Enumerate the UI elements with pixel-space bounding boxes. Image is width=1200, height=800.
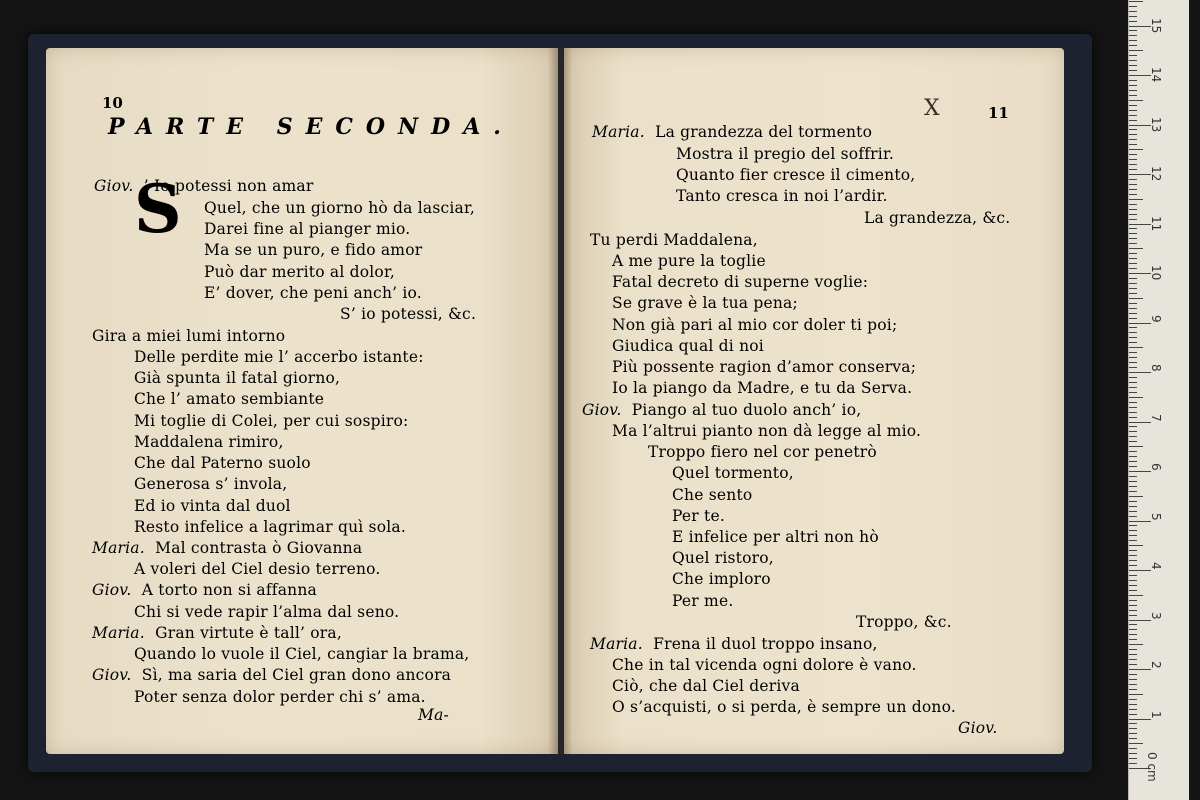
verse-text: Tu perdi Maddalena, [590,231,758,249]
right-text-line [856,612,952,632]
verse-text: Che in tal vicenda ogni dolore è vano. [612,656,917,674]
verse-text: Ciò, che dal Ciel deriva [612,677,800,695]
ruler-tick [1129,204,1137,205]
ruler-tick [1129,407,1137,408]
measuring-ruler [1128,0,1189,800]
left-text-line [134,644,469,664]
verse-text: La grandezza, &c. [864,209,1011,227]
ruler-label: 2 [1149,661,1163,669]
verse-text: Quando lo vuole il Ciel, cangiar la brama, [134,645,470,663]
ruler-tick [1129,590,1137,591]
right-text-line [592,122,872,142]
ruler-label: 1 [1149,710,1163,719]
ruler-tick [1129,402,1137,403]
ruler-tick [1129,16,1137,17]
ruler-tick [1129,169,1137,170]
verse-text: Delle perdite mie l’ accerbo istante: [134,348,424,366]
ruler-tick [1129,501,1137,502]
section-heading: PARTE SECONDA. [108,114,514,140]
ruler-tick [1129,382,1137,383]
verse-text: Mal contrasta ò Giovanna [155,539,363,557]
ruler-tick [1129,263,1137,264]
ruler-tick [1129,6,1137,7]
ruler-tick [1129,50,1143,51]
verse-text: Più possente ragion d’amor conserva; [612,358,917,376]
ruler-tick [1129,441,1137,442]
ruler-tick [1129,125,1151,126]
right-text-line [648,442,877,462]
ruler-tick [1129,228,1137,229]
right-text-line [672,591,733,611]
left-text-line [92,665,451,685]
left-text-line [134,432,284,452]
ruler-tick [1129,753,1137,754]
ruler-tick [1129,664,1137,665]
right-text-line [864,208,1010,228]
left-text-line [92,538,362,558]
left-text-line [134,474,287,494]
ruler-tick [1129,40,1137,41]
right-text-line [590,634,878,654]
ruler-tick [1129,689,1137,690]
ruler-tick [1129,253,1137,254]
verse-text: Quel tormento, [672,464,794,482]
right-text-line [612,378,912,398]
ruler-tick [1129,491,1137,492]
verse-text: Ma- [418,706,449,724]
speaker-name: Giov. [92,666,132,684]
ruler-tick [1129,233,1137,234]
speaker-name: Giov. [94,177,134,195]
verse-text: Ma se un puro, e fido amor [204,241,423,259]
right-text-line [612,315,897,335]
ruler-tick [1129,426,1137,427]
ruler-tick [1129,224,1151,225]
ruler-tick [1129,199,1143,200]
verse-text: Può dar merito al dolor, [204,263,395,281]
verse-text: A voleri del Ciel desio terreno. [134,560,381,578]
verse-text: Mostra il pregio del soffrir. [676,145,894,163]
right-text-line [612,272,868,292]
ruler-tick [1129,456,1137,457]
right-text-line [612,697,956,717]
verse-text: Che imploro [672,570,771,588]
ruler-label: 4 [1149,562,1163,570]
left-text-line [134,687,426,707]
right-text-line [672,527,879,547]
right-page-number: 11 [988,104,1009,122]
verse-text: E’ dover, che peni anch’ io. [204,284,422,302]
verse-text: Troppo fiero nel cor penetrò [648,443,877,461]
ruler-tick [1129,154,1137,155]
left-text-line [204,219,410,239]
ruler-tick [1129,684,1137,685]
ruler-tick [1129,422,1151,423]
ruler-tick [1129,763,1137,764]
ruler-tick [1129,278,1137,279]
ruler-tick [1129,357,1137,358]
ruler-tick [1129,530,1137,531]
verse-text: Se grave è la tua pena; [612,294,798,312]
verse-text: Fatal decreto di superne voglie: [612,273,869,291]
ruler-tick [1129,451,1137,452]
ruler-tick [1129,694,1143,695]
ruler-label: 13 [1149,116,1163,132]
ruler-label: 8 [1149,364,1163,372]
speaker-name: Maria. [592,123,645,141]
ruler-tick [1129,144,1137,145]
ruler-tick [1129,70,1137,71]
verse-text: Frena il duol troppo insano, [653,635,878,653]
ruler-tick [1129,719,1151,720]
verse-text: Poter senza dolor perder chi s’ ama. [134,688,426,706]
ruler-tick [1129,659,1137,660]
left-page-number: 10 [102,94,123,112]
speaker-name: Maria. [92,624,145,642]
page-mark: X [924,96,940,121]
ruler-tick [1129,367,1137,368]
book-gutter [548,48,572,754]
ruler-tick [1129,342,1137,343]
ruler-tick [1129,615,1137,616]
ruler-tick [1129,179,1137,180]
ruler-tick [1129,288,1137,289]
right-text-line [612,251,766,271]
verse-text: Già spunta il fatal giorno, [134,369,341,387]
ruler-tick [1129,644,1143,645]
verse-text: Sì, ma saria del Ciel gran dono ancora [141,666,452,684]
left-text-line [92,623,342,643]
left-text-line [134,347,424,367]
ruler-tick [1129,268,1137,269]
ruler-tick [1129,620,1151,621]
ruler-tick [1129,134,1137,135]
verse-text: Che l’ amato sembiante [134,390,325,408]
ruler-tick [1129,115,1137,116]
left-text-line [134,411,408,431]
ruler-tick [1129,516,1137,517]
ruler-tick [1129,323,1151,324]
left-text-line [134,368,340,388]
ruler-tick [1129,184,1137,185]
ruler-tick [1129,709,1137,710]
right-text-line [612,357,916,377]
ruler-tick [1129,372,1151,373]
left-text-line [92,580,317,600]
ruler-tick [1129,30,1137,31]
left-text-line [204,240,422,260]
ruler-tick [1129,164,1137,165]
ruler-tick [1129,139,1137,140]
ruler-tick [1129,461,1137,462]
verse-text: Che sento [672,486,753,504]
verse-text: E infelice per altri non hò [672,528,879,546]
left-text-line [92,326,285,346]
verse-text: A torto non si affanna [141,581,317,599]
ruler-tick [1129,605,1137,606]
ruler-label: 11 [1149,215,1163,231]
ruler-tick [1129,654,1137,655]
verse-text: Che dal Paterno suolo [134,454,311,472]
verse-text: ’ Io potessi non amar [143,177,314,195]
ruler-tick [1129,565,1137,566]
verse-text: Gira a miei lumi intorno [92,327,286,345]
ruler-tick [1129,634,1137,635]
ruler-tick [1129,506,1137,507]
ruler-tick [1129,738,1137,739]
ruler-tick [1129,535,1137,536]
ruler-tick [1129,471,1151,472]
ruler-tick [1129,298,1143,299]
ruler-tick [1129,293,1137,294]
ruler-tick [1129,352,1137,353]
drop-cap: S [134,170,182,248]
ruler-tick [1129,90,1137,91]
ruler-tick [1129,392,1137,393]
ruler-tick [1129,629,1137,630]
ruler-tick [1129,26,1151,27]
verse-text: Giudica qual di noi [612,337,764,355]
right-text-line [672,485,752,505]
ruler-tick [1129,174,1151,175]
ruler-tick [1129,466,1137,467]
ruler-tick [1129,412,1137,413]
ruler-tick [1129,743,1143,744]
left-text-line [204,283,422,303]
ruler-tick [1129,545,1143,546]
ruler-label: 5 [1149,512,1163,521]
right-text-line [676,165,915,185]
verse-text: Generosa s’ invola, [134,475,288,493]
ruler-tick [1129,699,1137,700]
ruler-tick [1129,496,1143,497]
left-text-line [134,389,324,409]
ruler-label: 10 [1149,265,1163,281]
left-text-line [134,559,381,579]
ruler-tick [1129,387,1137,388]
verse-text: Ed io vinta dal duol [134,497,291,515]
ruler-tick [1129,45,1137,46]
right-text-line [672,506,725,526]
ruler-tick [1129,714,1137,715]
ruler-tick [1129,570,1151,571]
right-text-line [612,676,800,696]
verse-text: O s’acquisti, o si perda, è sempre un dono. [612,698,956,716]
ruler-tick [1129,243,1137,244]
ruler-tick [1129,110,1137,111]
right-text-line [672,548,774,568]
left-text-line [134,517,406,537]
ruler-tick [1129,327,1137,328]
ruler-label: 6 [1149,463,1163,471]
ruler-tick [1129,486,1137,487]
ruler-tick [1129,248,1143,249]
left-text-line [204,198,475,218]
verse-text: Quel ristoro, [672,549,774,567]
ruler-tick [1129,748,1137,749]
ruler-label: 14 [1149,67,1163,83]
right-text-line [958,718,998,738]
ruler-tick [1129,481,1137,482]
ruler-tick [1129,446,1143,447]
ruler-tick [1129,318,1137,319]
ruler-tick [1129,585,1137,586]
verse-text: Resto infelice a lagrimar quì sola. [134,518,406,536]
left-text-line [134,453,311,473]
ruler-tick [1129,209,1137,210]
ruler-tick [1129,100,1143,101]
verse-text: Per te. [672,507,725,525]
verse-text: Chi si vede rapir l’alma dal seno. [134,603,400,621]
ruler-tick [1129,75,1151,76]
ruler-tick [1129,580,1137,581]
ruler-tick [1129,476,1137,477]
ruler-tick [1129,129,1137,130]
ruler-tick [1129,575,1137,576]
verse-text: Quel, che un giorno hò da lasciar, [204,199,475,217]
ruler-tick [1129,674,1137,675]
ruler-tick [1129,238,1137,239]
ruler-tick [1129,377,1137,378]
ruler-tick [1129,417,1137,418]
ruler-tick [1129,65,1137,66]
left-text-line [134,496,291,516]
speaker-name: Maria. [92,539,145,557]
right-text-line [672,569,771,589]
right-text-line [672,463,794,483]
right-text-line [612,336,764,356]
speaker-name: Maria. [590,635,643,653]
verse-text: Maddalena rimiro, [134,433,284,451]
ruler-tick [1129,728,1137,729]
right-text-line [676,144,894,164]
ruler-tick [1129,273,1151,274]
ruler-tick [1129,679,1137,680]
verse-text: A me pure la toglie [612,252,766,270]
ruler-tick [1129,11,1137,12]
left-text-line [94,176,313,196]
ruler-tick [1129,600,1137,601]
ruler-label: 7 [1149,413,1163,422]
speaker-name: Giov. [582,401,622,419]
ruler-tick [1129,189,1137,190]
ruler-tick [1129,347,1143,348]
ruler-tick [1129,723,1137,724]
ruler-tick [1129,624,1137,625]
ruler-tick [1129,610,1137,611]
ruler-tick [1129,362,1137,363]
ruler-tick [1129,258,1137,259]
right-text-line [590,230,758,250]
right-text-line [676,186,888,206]
verse-text: Per me. [672,592,734,610]
verse-text: Troppo, &c. [856,613,952,631]
ruler-tick [1129,149,1143,150]
ruler-label: 15 [1149,17,1163,33]
verse-text: Non già pari al mio cor doler ti poi; [612,316,898,334]
left-text-line [340,304,476,324]
ruler-tick [1129,560,1137,561]
ruler-tick [1129,55,1137,56]
right-text-line [612,293,798,313]
ruler-tick [1129,639,1137,640]
ruler-tick [1129,669,1151,670]
ruler-tick [1129,120,1137,121]
ruler-tick [1129,214,1137,215]
left-text-line [134,602,399,622]
verse-text: S’ io potessi, &c. [340,305,477,323]
ruler-tick [1129,337,1137,338]
ruler-tick [1129,308,1137,309]
ruler-tick [1129,704,1137,705]
left-text-line [204,262,395,282]
verse-text: La grandezza del tormento [655,123,873,141]
verse-text: Quanto fier cresce il cimento, [676,166,916,184]
ruler-tick [1129,550,1137,551]
verse-text: Io la piango da Madre, e tu da Serva. [612,379,913,397]
right-text-line [582,400,861,420]
verse-text: Giov. [958,719,998,737]
ruler-tick [1129,80,1137,81]
ruler-tick [1129,758,1137,759]
ruler-tick [1129,313,1137,314]
ruler-tick [1129,303,1137,304]
ruler-tick [1129,283,1137,284]
verse-text: Piango al tuo duolo anch’ io, [631,401,862,419]
ruler-tick [1129,595,1143,596]
verse-text: Mi toglie di Colei, per cui sospiro: [134,412,409,430]
left-text-line [418,705,449,725]
ruler-tick [1129,436,1137,437]
ruler-tick [1129,332,1137,333]
ruler-tick [1129,35,1137,36]
ruler-tick [1129,60,1137,61]
ruler-tick [1129,649,1137,650]
ruler-tick [1129,85,1137,86]
ruler-tick [1129,733,1137,734]
ruler-label: 3 [1149,611,1163,620]
ruler-tick [1129,521,1151,522]
verse-text: Tanto cresca in noi l’ardir. [676,187,888,205]
ruler-label: 9 [1149,314,1163,323]
ruler-tick [1129,525,1137,526]
ruler-tick [1129,540,1137,541]
ruler-tick [1129,21,1137,22]
ruler-label: 12 [1149,166,1163,182]
ruler-unit-label: 0 cm [1145,752,1159,782]
verse-text: Gran virtute è tall’ ora, [155,624,342,642]
ruler-tick [1129,397,1143,398]
ruler-tick [1129,511,1137,512]
ruler-tick [1129,555,1137,556]
ruler-tick [1129,159,1137,160]
ruler-tick [1129,431,1137,432]
ruler-tick [1129,219,1137,220]
verse-text: Ma l’altrui pianto non dà legge al mio. [612,422,922,440]
ruler-tick [1129,95,1137,96]
speaker-name: Giov. [92,581,132,599]
ruler-tick [1129,105,1137,106]
right-text-line [612,655,917,675]
ruler-tick [1129,1,1143,2]
right-text-line [612,421,921,441]
verse-text: Darei fine al pianger mio. [204,220,411,238]
ruler-tick [1129,194,1137,195]
